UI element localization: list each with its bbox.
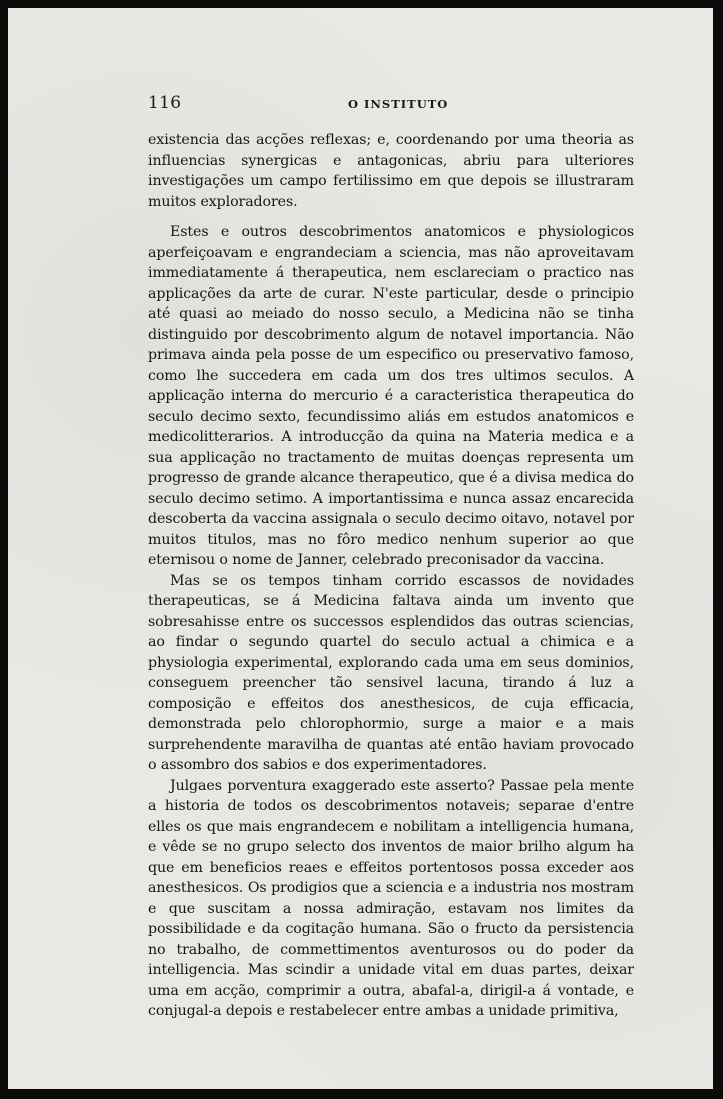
page-header (148, 93, 634, 117)
paragraph: Julgaes porventura exaggerado este asserto? Passae pela mente a historia de todos os descobrimentos notaveis; separae d'entre elles os que mais engrandecem e nobilitam a intelligencia humana, e vêde se no grupo selecto dos inventos de maior brilho algum ha que em beneficios reaes e effeitos portentosos possa exceder aos anesthesicos. Os prodigios que a sciencia e a industria nos mostram e que suscitam a nossa admiração, estavam nos limites da possibilidade e da cogitação humana. São o fructo da persistencia no trabalho, de commettimentos aventurosos ou do poder da intelligencia. Mas scindir a unidade vital em duas partes, deixar uma em acção, comprimir a outra, abafal-a, dirigil-a á vontade, e conjugal-a depois e restabelecer entre ambas a unidade primitiva, (148, 777, 634, 1019)
paragraph: Estes e outros descobrimentos anatomicos e physiologicos aperfeiçoavam e engrandeciam a sciencia, mas não aproveitavam immediatamente á therapeutica, nem esclareciam o practico nas applicações da arte de curar. N'este particular, desde o principio até quasi ao meiado do nosso seculo, a Medicina não se tinha distinguido por descobrimento algum de notavel importancia. Não primava ainda pela posse de um especifico ou preservativo famoso, como lhe succedera em cada um dos tres ultimos seculos. A applicação interna do mercurio é a caracteristica therapeutica do seculo decimo sexto, fecundissimo aliás em estudos anatomicos e medicolitterarios. A introducção da quina na Materia medica e a sua applicação no tractamento de muitas doenças representa um progresso de grande alcance therapeutico, que é a divisa medica do seculo decimo setimo. A importantissima e nunca assaz encarecida descoberta da vaccina assignala o seculo decimo oitavo, notavel por muitos titulos, mas no fôro medico nenhum superior ao que eternisou o nome de Janner, celebrado preconisador da vaccina. (148, 224, 634, 568)
paragraph: Mas se os tempos tinham corrido escassos de novidades therapeuticas, se á Medicina faltava ainda um invento que sobresahisse entre os successos esplendidos das outras sciencias, ao findar o segundo quartel do seculo actual a chimica e a physiologia experimental, explorando cada uma em seus dominios, conseguem preencher tão sensivel lacuna, tirando á luz a composição e effeitos dos anesthesicos, de cuja efficacia, demonstrada pelo chlorophormio, surge a maior e a mais surprehendente maravilha de quantas até então haviam provocado o assombro dos sabios e dos experimentadores. (148, 572, 634, 773)
page-number: 116 (148, 93, 182, 113)
body-text (148, 130, 634, 1022)
paragraph-continuation: existencia das acções reflexas; e, coordenando por uma theoria as influencias synergicas e antagonicas, abriu para ulteriores investigações um campo fertilissimo em que depois se illustraram muitos exploradores. (148, 132, 634, 210)
book-page (8, 8, 713, 1089)
running-head: O INSTITUTO (348, 97, 449, 111)
